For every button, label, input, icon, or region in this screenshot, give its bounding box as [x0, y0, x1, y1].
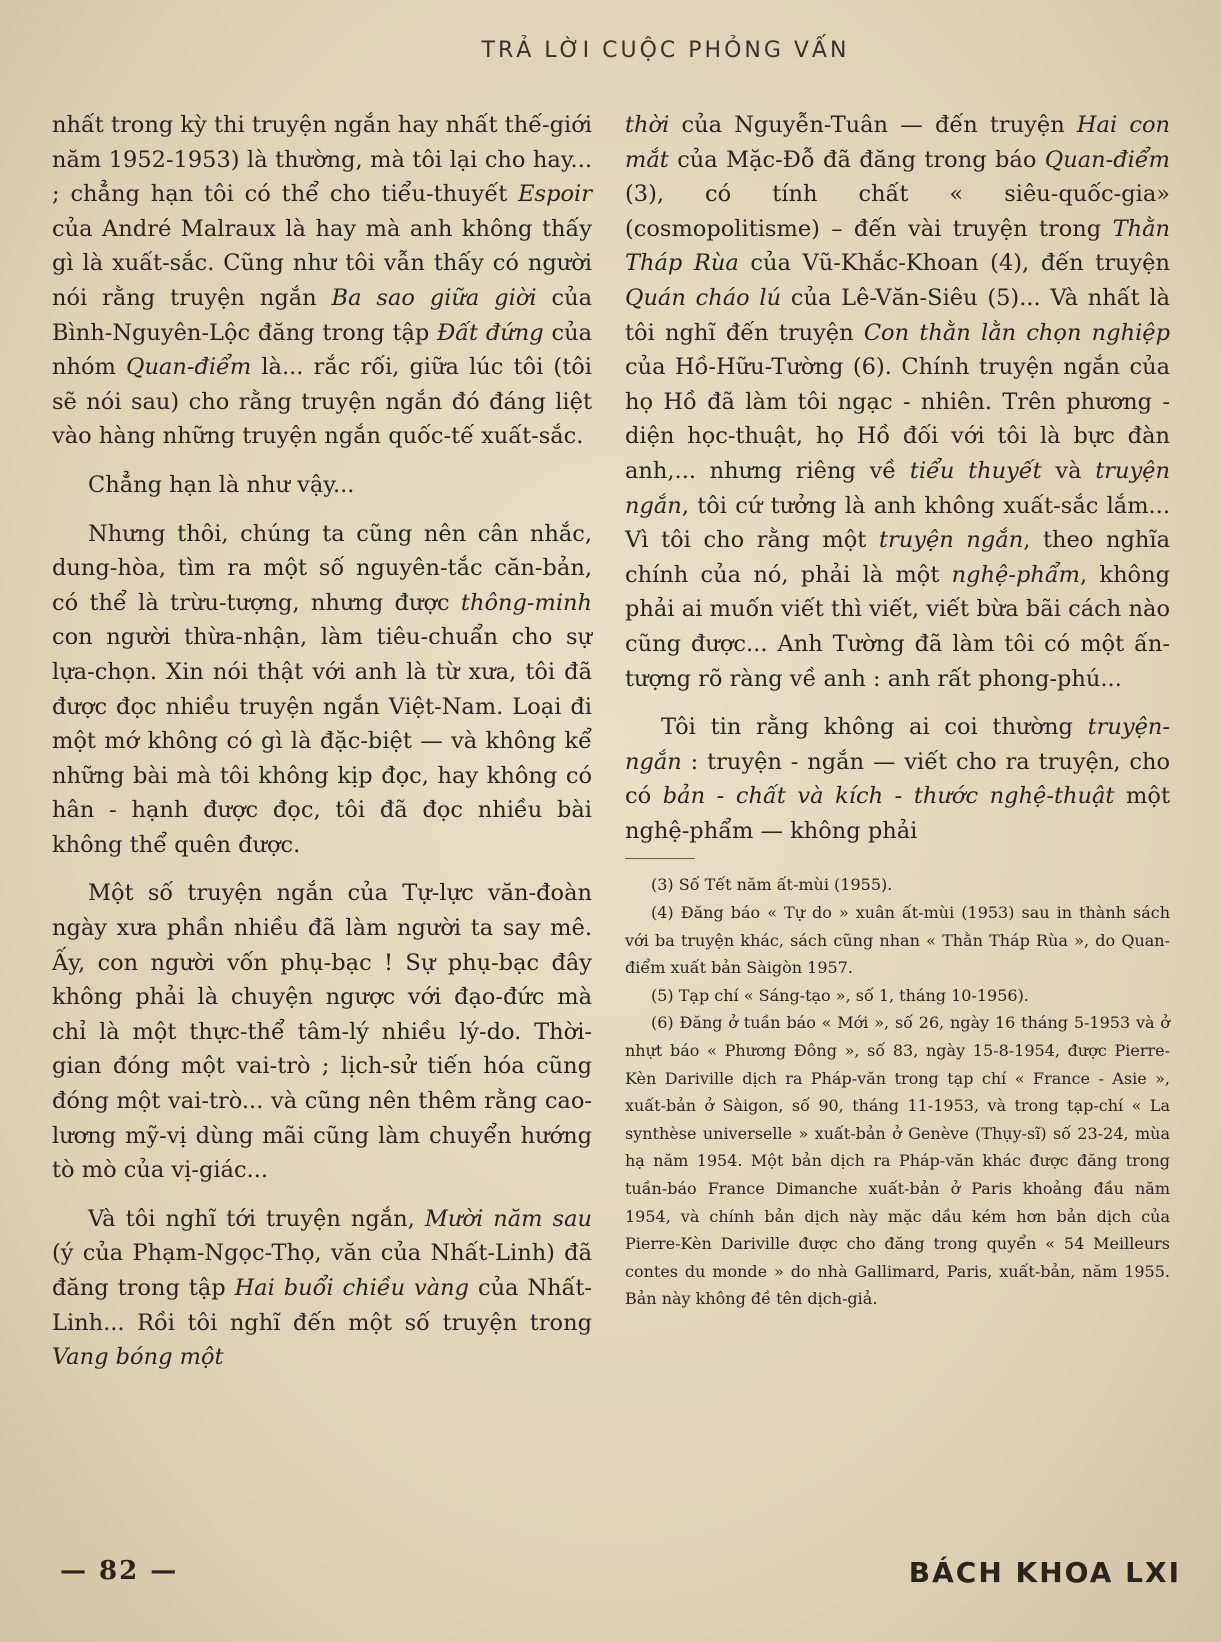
paragraph-1: nhất trong kỳ thi truyện ngắn hay nhất thế-giới năm 1952-1953) là thường, mà tôi lại cho hay... ; chẳng hạn tôi có thể cho tiểu-thuyết Espoir của André Malraux là hay mà anh không thấy gì là xuất-sắc. Cũng như tôi vẫn thấy có người nói rằng truyện ngắn Ba sao giữa giời của Bình-Nguyên-Lộc đăng trong tập Đất đứng của nhóm Quan-điểm là... rắc rối, giữa lúc tôi (tôi sẽ nói sau) cho rằng truyện ngắn đó đáng liệt vào hàng những truyện ngắn quốc-tế xuất-sắc.	[52, 112, 592, 450]
paragraph-7: Tôi tin rằng không ai coi thường truyện-ngắn : truyện - ngắn — viết cho ra truyện, cho có bản - chất và kích - thước nghệ-thuật một nghệ-phẩm — không phải	[625, 714, 1170, 844]
book-title-espoir: Espoir	[518, 181, 592, 208]
journal-issue: BÁCH KHOA LXI	[908, 1556, 1181, 1589]
group-name: Quan-điểm	[126, 354, 252, 381]
footnotes	[625, 871, 1170, 1313]
collection-title: Đất đứng	[437, 319, 544, 346]
footnote-5: (5) Tạp chí « Sáng-tạo », số 1, tháng 10-1956).	[651, 985, 1029, 1005]
page-number: — 82 —	[60, 1556, 179, 1586]
story-title: Ba sao giữa giời	[331, 284, 537, 311]
paragraph-4: Một số truyện ngắn của Tự-lực văn-đoàn ngày xưa phần nhiều đã làm người ta say mê. Ấy, con người vốn phụ-bạc ! Sự phụ-bạc đây không phải là chuyện ngược với đạo-đức mà chỉ là một thực-thể tâm-lý nhiều lý-do. Thời-gian đóng một vai-trò ; lịch-sử tiến hóa cũng đóng một vai-trò... và cũng nên thêm rằng cao-lương mỹ-vị dùng mãi cũng làm chuyển hướng tò mò của vị-giác...	[52, 880, 592, 1184]
paragraph-6: thời của Nguyễn-Tuân — đến truyện Hai con mắt của Mặc-Đỗ đã đăng trong báo Quan-điểm (3), có tính chất « siêu-quốc-gia» (cosmopolitisme) – đến vài truyện trong Thằn Tháp Rùa của Vũ-Khắc-Khoan (4), đến truyện Quán cháo lú của Lê-Văn-Siêu (5)... Và nhất là tôi nghĩ đến truyện Con thằn lằn chọn nghiệp của Hồ-Hữu-Tường (6). Chính truyện ngắn của họ Hồ đã làm tôi ngạc - nhiên. Trên phương - diện học-thuật, họ Hồ đối với tôi là bực đàn anh,... nhưng riêng về tiểu thuyết và truyện ngắn, tôi cứ tưởng là anh không xuất-sắc lắm... Vì tôi cho rằng một truyện ngắn, theo nghĩa chính của nó, phải là một nghệ-phẩm, không phải ai muốn viết thì viết, viết bừa bãi cách nào cũng được... Anh Tường đã làm tôi có một ấn-tượng rõ ràng về anh : anh rất phong-phú...	[625, 112, 1171, 692]
footnote-3: (3) Số Tết năm ất-mùi (1955).	[651, 875, 893, 895]
footnote-6: (6) Đăng ở tuần báo « Mới », số 26, ngày 16 tháng 5-1953 và ở nhựt báo « Phương Đông », số 83, ngày 15-8-1954, được Pierre-Kèn Dariville dịch ra Pháp-văn trong tạp chí « France - Asie », xuất-bản ở Sàigon, số 90, tháng 11-1953, và trong tạp-chí « La synthèse universelle » xuất-bản ở Genève (Thụy-sĩ) số 23-24, mùa hạ năm 1954. Một bản dịch ra Pháp-văn khác được đăng trong tuần-báo France Dimanche xuất-bản ở Paris khoảng đầu năm 1954, và chính bản dịch này mặc dầu kém hơn bản dịch của Pierre-Kèn Dariville được cho đăng trong quyển « 54 Meilleurs contes du monde » do nhà Gallimard, Paris, xuất-bản, năm 1955. Bản này không đề tên dịch-giả.	[625, 1013, 1170, 1309]
paragraph-2: Chẳng hạn là như vậy...	[88, 471, 355, 498]
running-head: TRẢ LỜI CUỘC PHỎNG VẤN	[481, 38, 850, 63]
right-column	[625, 108, 1170, 1313]
paragraph-3: Nhưng thôi, chúng ta cũng nên cân nhắc, dung-hòa, tìm ra một số nguyên-tắc căn-bản, có thể là trừu-tượng, nhưng được thông-minh con người thừa-nhận, làm tiêu-chuẩn cho sự lựa-chọn. Xin nói thật với anh là từ xưa, tôi đã được đọc nhiều truyện ngắn Việt-Nam. Loại đi một mớ không có gì là đặc-biệt — và không kể những bài mà tôi không kịp đọc, hay không có hân - hạnh được đọc, tôi đã đọc nhiều bài không thể quên được.	[52, 520, 592, 858]
left-column	[52, 108, 592, 1375]
footnote-4: (4) Đăng báo « Tự do » xuân ất-mùi (1953) sau in thành sách với ba truyện khác, sách cũng nhan « Thằn Tháp Rùa », do Quan-điểm xuất bản Sàigòn 1957.	[625, 903, 1170, 978]
footnote-divider	[625, 858, 695, 859]
paragraph-5: Và tôi nghĩ tới truyện ngắn, Mười năm sau (ý của Phạm-Ngọc-Thọ, văn của Nhất-Linh) đã đăng trong tập Hai buổi chiều vàng của Nhất-Linh... Rồi tôi nghĩ đến một số truyện trong Vang bóng một	[52, 1205, 592, 1371]
